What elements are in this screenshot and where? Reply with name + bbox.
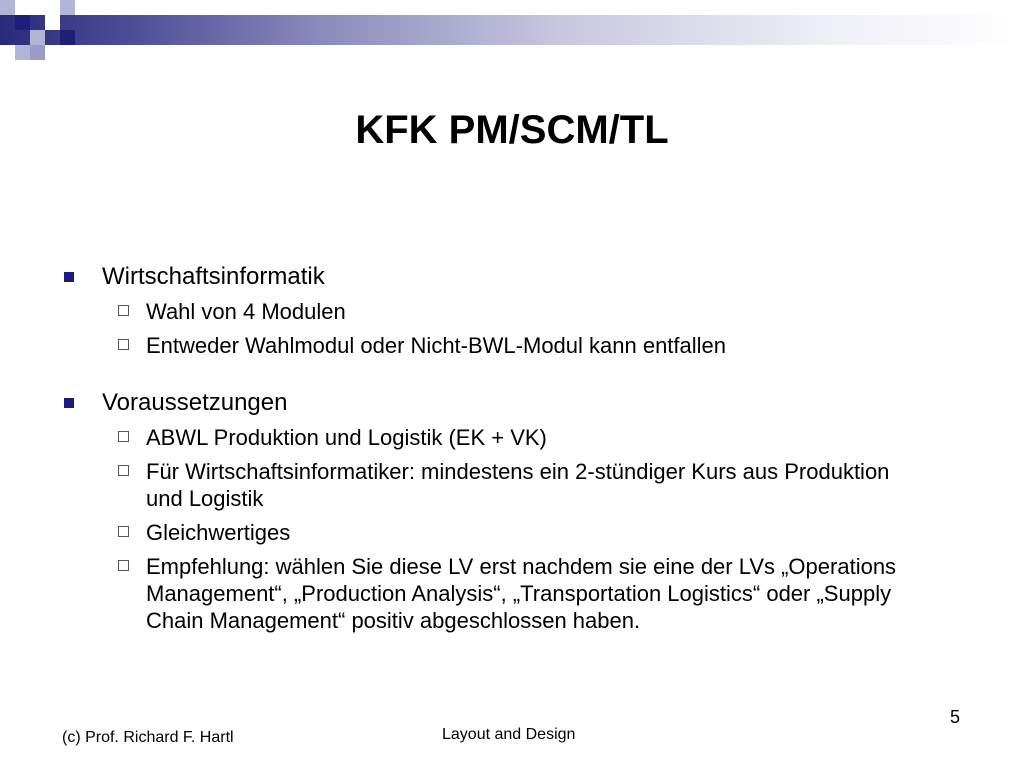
header-decoration	[0, 0, 1024, 60]
bullet-text: Für Wirtschaftsinformatiker: mindestens ein 2-stündiger Kurs aus Produktion und Logistik	[146, 459, 890, 511]
hollow-square-bullet-icon	[118, 526, 129, 537]
header-gradient-band	[0, 15, 1024, 45]
bullet-level2	[60, 424, 960, 451]
deco-square	[30, 45, 45, 60]
deco-square	[30, 30, 45, 45]
bullet-text: Voraussetzungen	[102, 389, 288, 416]
deco-square	[60, 0, 75, 15]
footer-copyright: (c) Prof. Richard F. Hartl	[62, 729, 234, 746]
square-bullet-icon	[64, 398, 74, 408]
footer-title: Layout and Design	[442, 726, 576, 743]
page-number: 5	[949, 707, 960, 727]
bullet-level2	[60, 332, 960, 359]
square-bullet-icon	[64, 272, 74, 282]
bullet-text: ABWL Produktion und Logistik (EK + VK)	[146, 425, 547, 450]
bullet-text: Empfehlung: wählen Sie diese LV erst nachdem sie eine der LVs „Operations Management“, „Production Analysis“, „Transportation Logistics“ oder „Supply Chain Management“ positiv abgeschlossen haben.	[146, 554, 897, 633]
bullet-level2	[60, 458, 960, 512]
hollow-square-bullet-icon	[118, 339, 129, 350]
deco-square	[0, 0, 15, 15]
hollow-square-bullet-icon	[118, 560, 129, 571]
hollow-square-bullet-icon	[118, 305, 129, 316]
deco-square	[15, 45, 30, 60]
bullet-level2	[60, 553, 960, 634]
hollow-square-bullet-icon	[118, 465, 129, 476]
bullet-level2	[60, 298, 960, 325]
bullet-level1	[60, 262, 960, 291]
hollow-square-bullet-icon	[118, 431, 129, 442]
bullet-level2	[60, 519, 960, 546]
bullet-text: Gleichwertiges	[146, 520, 291, 545]
bullet-text: Entweder Wahlmodul oder Nicht-BWL-Modul kann entfallen	[146, 333, 727, 358]
slide-content	[60, 262, 960, 634]
bullet-level1	[60, 388, 960, 417]
deco-square	[45, 15, 60, 30]
slide-title: KFK PM/SCM/TL	[355, 108, 669, 152]
bullet-text: Wahl von 4 Modulen	[146, 299, 346, 324]
deco-square	[60, 30, 75, 45]
deco-square	[15, 15, 30, 30]
bullet-text: Wirtschaftsinformatik	[102, 263, 325, 290]
